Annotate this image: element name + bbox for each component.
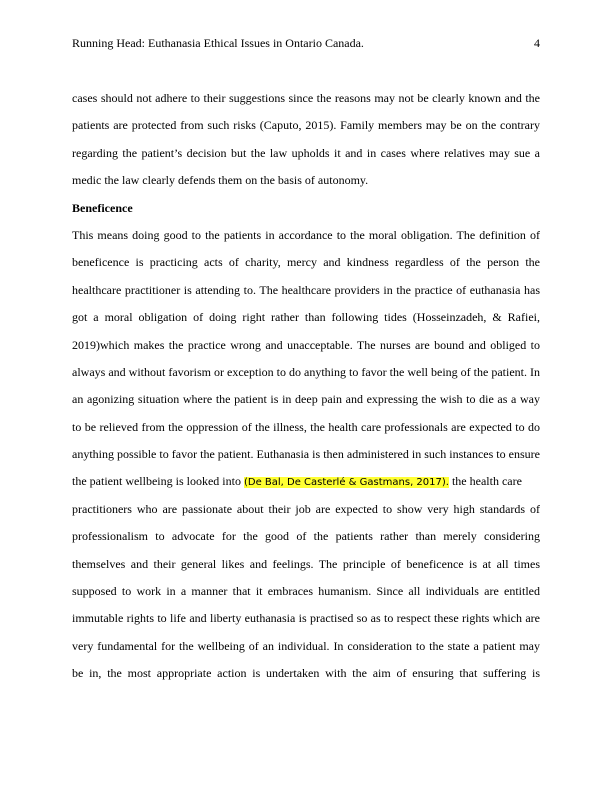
page-header <box>72 36 540 52</box>
page-number: 4 <box>534 36 540 50</box>
running-head: Running Head: Euthanasia Ethical Issues in Ontario Canada. <box>72 36 364 50</box>
text-line: be in, the most appropriate action is undertaken with the aim of ensuring that suffering is <box>72 666 540 681</box>
text-line: cases should not adhere to their suggestions since the reasons may not be clearly known and the <box>72 91 540 105</box>
text-line: to be relieved from the oppression of the illness, the health care professionals are expected to do <box>72 419 540 434</box>
highlighted-citation: (De Bal, De Casterlé & Gastmans, 2017). <box>243 477 449 489</box>
section-heading: Beneficence <box>72 200 133 215</box>
text-line: healthcare practitioner is attending to. The healthcare providers in the practice of euthanasia has <box>72 282 540 297</box>
text-line: beneficence is practicing acts of charity, mercy and kindness regardless of the person the <box>72 255 540 270</box>
text-line: 2019)which makes the practice wrong and unacceptable. The nurses are bound and obliged to <box>72 337 540 352</box>
text-line: an agonizing situation where the patient is in deep pain and expressing the wish to die as a way <box>72 392 540 407</box>
text-line: medic the law clearly defends them on the basis of autonomy. <box>72 173 369 188</box>
text-line: very fundamental for the wellbeing of an individual. In consideration to the state a patient may <box>72 638 540 653</box>
text-line: regarding the patient’s decision but the law upholds it and in cases where relatives may sue a <box>72 145 540 160</box>
paragraph-continuation <box>72 89 540 199</box>
text-line: immutable rights to life and liberty euthanasia is practised so as to respect these rights which are <box>72 611 540 626</box>
text-line: practitioners who are passionate about their job are expected to show very high standards of <box>72 501 540 516</box>
text-line: professionalism to advocate for the good of the patients rather than merely considering <box>72 529 540 544</box>
text-line: themselves and their general likes and feelings. The principle of beneficence is at all times <box>72 556 540 571</box>
body-text <box>72 89 540 692</box>
text-line: supposed to work in a manner that it embraces humanism. Since all individuals are entitled <box>72 584 540 599</box>
text-span: the health care <box>448 474 522 489</box>
paragraph-beneficence <box>72 226 540 692</box>
text-line: patients are protected from such risks (Caputo, 2015). Family members may be on the contrary <box>72 118 540 133</box>
text-span: the patient wellbeing is looked into <box>72 474 244 489</box>
text-line: anything possible to favor the patient. Euthanasia is then administered in such instances to ensure <box>72 447 540 462</box>
text-line: This means doing good to the patients in accordance to the moral obligation. The definition of <box>72 227 540 242</box>
text-line: got a moral obligation of doing right rather than following tides (Hosseinzadeh, & Rafiei, <box>72 310 540 325</box>
text-line: always and without favorism or exception to do anything to favor the well being of the patient. In <box>72 364 540 379</box>
text-line-with-citation <box>72 472 540 499</box>
